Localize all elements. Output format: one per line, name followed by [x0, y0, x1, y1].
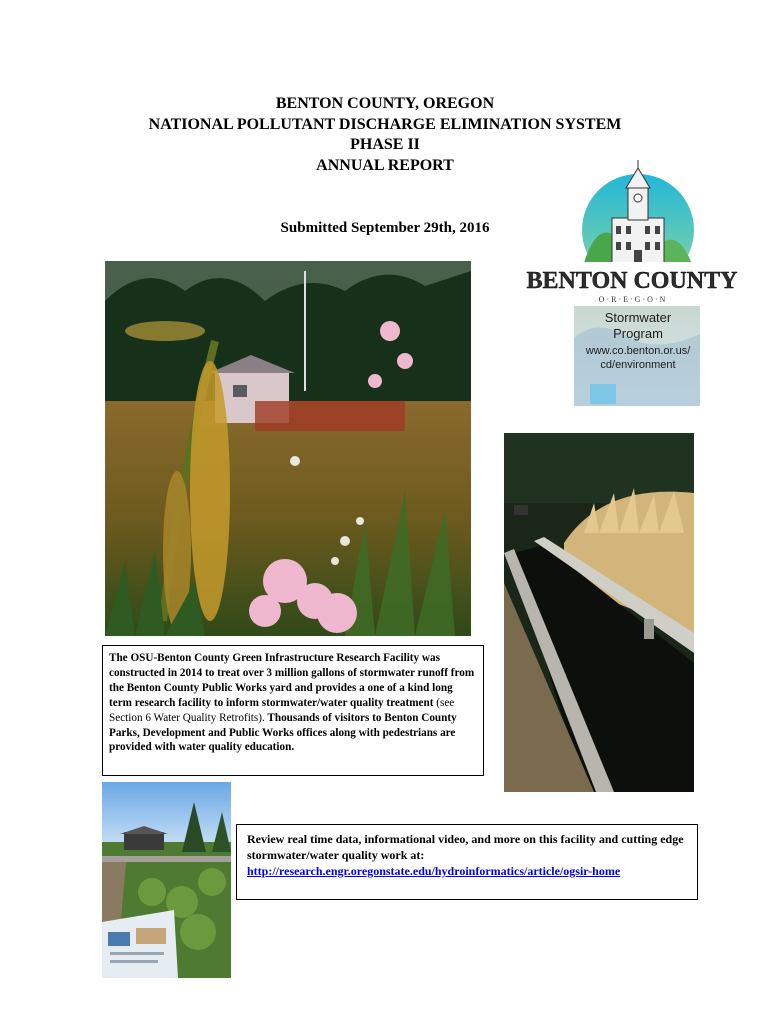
submitted-date: Submitted September 29th, 2016	[280, 220, 490, 236]
logo-program-line1: Stormwater	[604, 310, 672, 325]
caption-normal-text: (see Section 6 Water Quality Retrofits).	[109, 696, 455, 724]
caption-bold-text: The OSU-Benton County Green Infrastructure Research Facility was constructed in 2014 to treat over 3 million gallons of stormwater runoff from the Benton County Public Works yard and provides a one of a kind long term research facility to inform stormwater/water quality treatment	[109, 652, 475, 709]
title-line-annual-report: ANNUAL REPORT	[316, 156, 454, 174]
caption-bold-text-2: Thousands of visitors to Benton County Parks, Development and Public Works offices along with pedestrians are provided with water quality education.	[109, 711, 457, 754]
facility-caption-box	[102, 645, 484, 776]
review-text: Review real time data, informational video, and more on this facility and cutting edge stormwater/water quality work at:	[247, 832, 684, 862]
title-line-npdes: NATIONAL POLLUTANT DISCHARGE ELIMINATION SYSTEM	[148, 115, 622, 133]
title-line-phase: PHASE II	[350, 136, 420, 153]
logo-program-line2: Program	[613, 326, 663, 341]
logo-url-line2: cd/environment	[600, 359, 676, 371]
stormwater-planter-photo	[504, 433, 694, 792]
wildflower-garden-photo	[105, 261, 471, 636]
benton-county-stormwater-logo	[526, 158, 738, 414]
logo-name-text: BENTON COUNTY	[526, 268, 738, 294]
logo-url-line1: www.co.benton.or.us/	[585, 345, 691, 357]
facility-sign-photo	[102, 782, 231, 978]
review-info-box	[236, 824, 698, 900]
title-line-county: BENTON COUNTY, OREGON	[275, 95, 495, 112]
research-link[interactable]: http://research.engr.oregonstate.edu/hydroinformatics/article/ogsir-home	[247, 864, 621, 878]
logo-state-text: O · R · E · G · O · N	[598, 295, 666, 304]
